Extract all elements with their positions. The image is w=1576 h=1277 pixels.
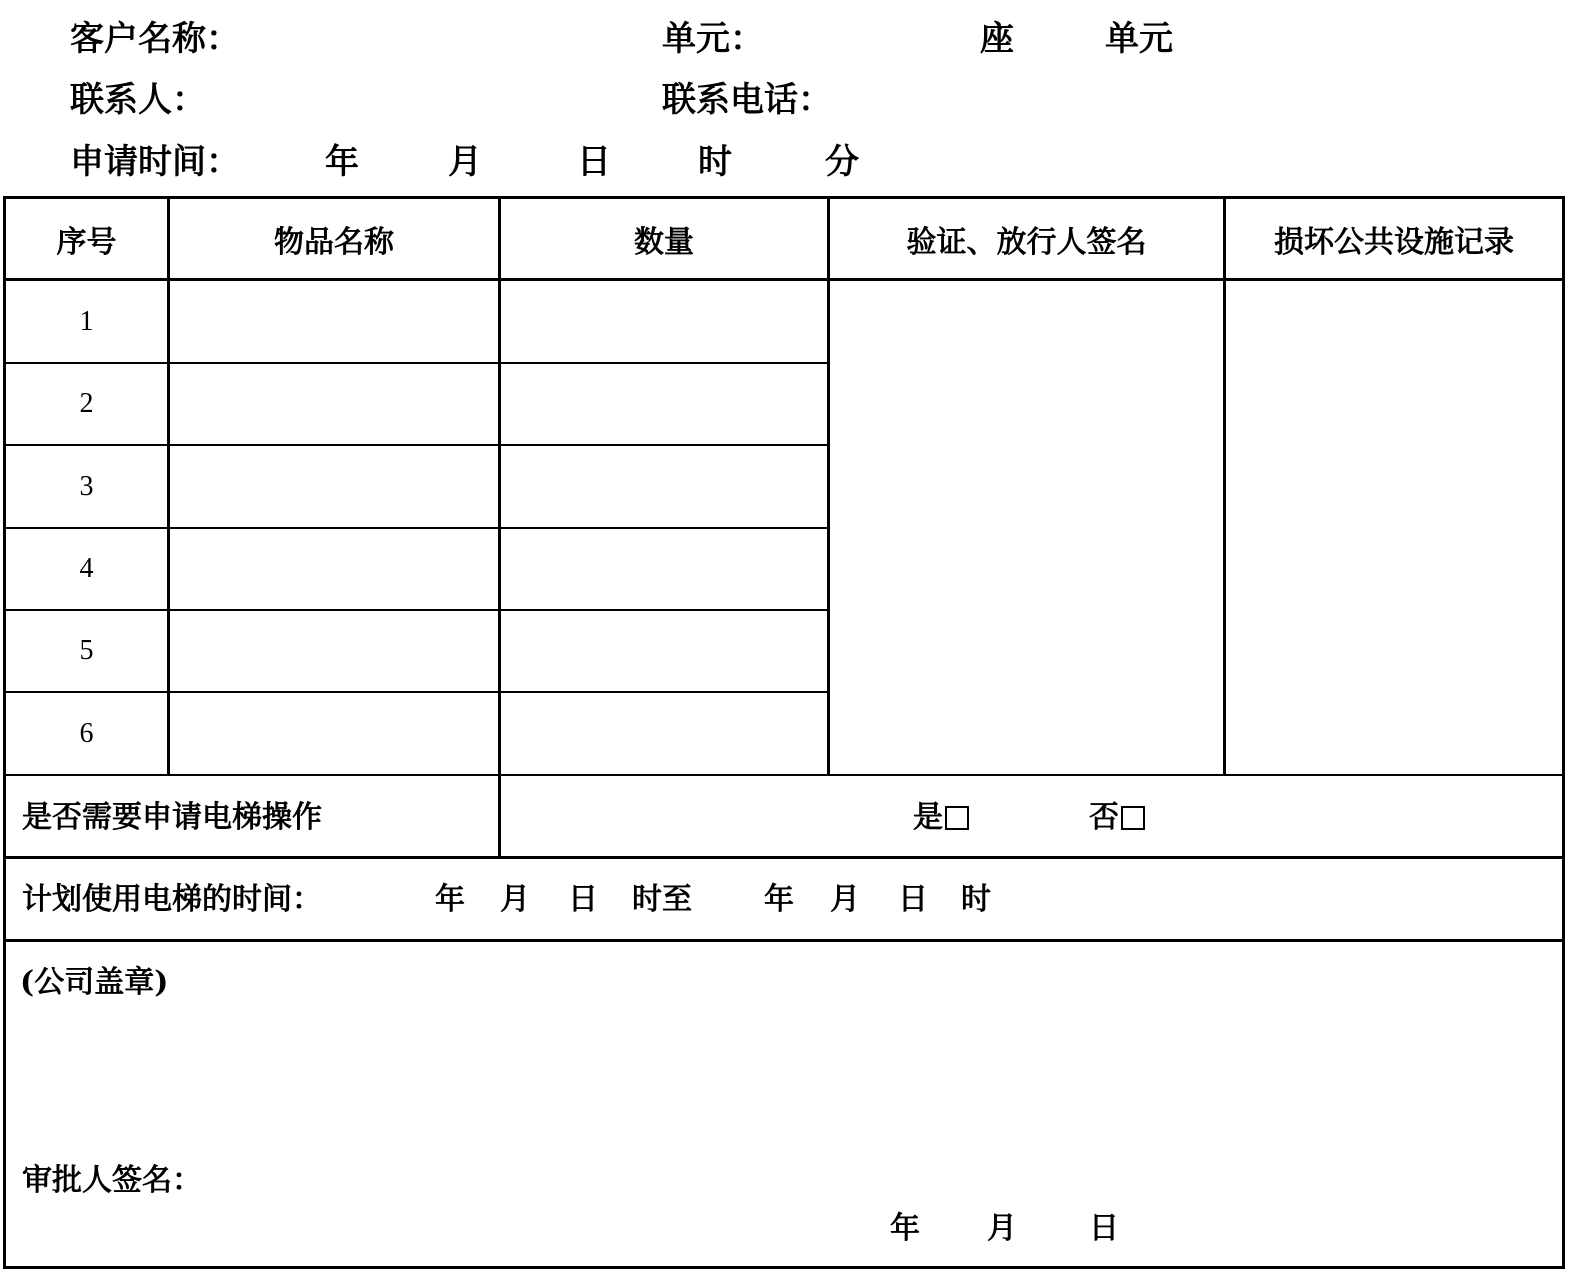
item-name-cell[interactable] (170, 446, 498, 527)
apply-hour-label: 时 (698, 142, 732, 182)
quantity-cell[interactable] (501, 364, 827, 444)
yes-checkbox[interactable] (945, 806, 969, 830)
quantity-cell[interactable] (501, 281, 827, 362)
row-number: 2 (79, 388, 94, 419)
elevator-yes-option[interactable] (913, 800, 969, 835)
quantity-cell[interactable] (501, 529, 827, 609)
row-number: 6 (79, 717, 94, 749)
elevator-no-option[interactable] (1089, 800, 1145, 835)
no-checkbox[interactable] (1121, 806, 1145, 830)
plan-end-day-label: 日 (898, 882, 928, 917)
col-header-damage-record: 损坏公共设施记录 (1274, 224, 1514, 260)
item-name-cell[interactable] (170, 693, 498, 774)
quantity-cell[interactable] (501, 611, 827, 691)
no-label: 否 (1089, 800, 1119, 835)
damage-record-cell[interactable] (1226, 281, 1562, 774)
item-name-cell[interactable] (170, 281, 498, 362)
plan-end-hour-label: 时 (961, 882, 991, 917)
item-name-cell[interactable] (170, 529, 498, 609)
customer-name-label: 客户名称： (70, 19, 240, 59)
plan-end-month-label: 月 (830, 882, 860, 917)
plan-hour-to-label: 时至 (632, 882, 692, 917)
col-header-item-name: 物品名称 (274, 224, 394, 260)
col-header-serial: 序号 (56, 224, 117, 260)
quantity-cell[interactable] (501, 446, 827, 527)
plan-start-day-label: 日 (568, 882, 598, 917)
company-stamp-text: (公司盖章) (20, 965, 169, 1000)
table-divider (6, 856, 1562, 859)
row-number: 3 (79, 470, 94, 502)
approval-year-label: 年 (890, 1211, 920, 1246)
verify-signature-cell[interactable] (830, 281, 1223, 774)
quantity-cell[interactable] (501, 693, 827, 774)
seat-label: 座 (980, 19, 1014, 59)
apply-year-label: 年 (325, 142, 359, 182)
goods-release-table (3, 196, 1565, 1269)
unit-label: 单元： (662, 19, 764, 59)
row-number: 1 (79, 305, 94, 337)
approval-month-label: 月 (987, 1211, 1017, 1246)
col-header-quantity: 数量 (634, 224, 694, 260)
yes-label: 是 (913, 800, 943, 835)
contact-person-label: 联系人： (70, 80, 206, 120)
plan-start-month-label: 月 (500, 882, 530, 917)
elevator-question-label: 是否需要申请电梯操作 (22, 800, 322, 835)
approver-signature-label: 审批人签名： (22, 1163, 202, 1198)
plan-start-year-label: 年 (435, 882, 465, 917)
col-header-verify-signature: 验证、放行人签名 (906, 224, 1147, 260)
row-number: 5 (79, 635, 94, 666)
item-name-cell[interactable] (170, 364, 498, 444)
elevator-plan-time-label: 计划使用电梯的时间： (22, 882, 322, 917)
unit-suffix-label: 单元 (1105, 19, 1173, 59)
apply-time-label: 申请时间： (70, 142, 240, 182)
plan-end-year-label: 年 (764, 882, 794, 917)
contact-phone-label: 联系电话： (662, 80, 832, 120)
approval-day-label: 日 (1089, 1211, 1119, 1246)
row-number: 4 (79, 553, 94, 584)
company-stamp-label (20, 965, 169, 1000)
table-divider (6, 939, 1562, 942)
apply-minute-label: 分 (825, 142, 859, 182)
apply-day-label: 日 (577, 142, 611, 182)
table-divider (6, 774, 1562, 776)
item-name-cell[interactable] (170, 611, 498, 691)
apply-month-label: 月 (448, 142, 482, 182)
